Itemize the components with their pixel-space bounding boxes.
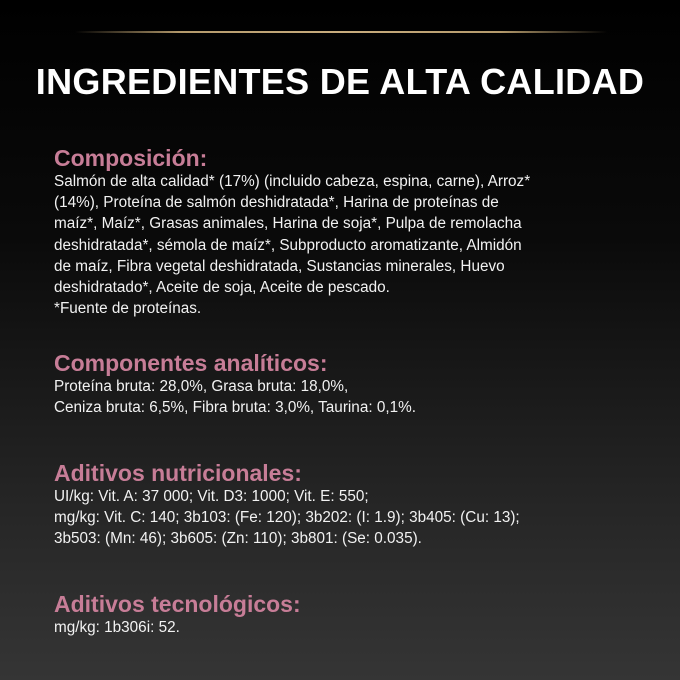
section-body: UI/kg: Vit. A: 37 000; Vit. D3: 1000; Vit. E: 550; mg/kg: Vit. C: 140; 3b103: (Fe: 120); 3b202: (I: 1.9); 3b405: (Cu: 13); 3b503: (Mn: 46); 3b605: (Zn: 110); 3b801: (Se: 0.035). — [54, 488, 520, 548]
top-divider — [75, 31, 607, 33]
section-body: mg/kg: 1b306i: 52. — [54, 619, 180, 636]
section-body: Salmón de alta calidad* (17%) (incluido cabeza, espina, carne), Arroz* (14%), Proteína de salmón deshidratada*, Harina de proteínas de maíz*, Maíz*, Grasas animales, Harina de soja*, Pulpa de remolacha deshidratada*, sémola de maíz*, Subproducto aromatizante, Almidón de maíz, Fibra vegetal deshidratada, Sustancias minerales, Huevo deshidratado*, Aceite de soja, Aceite de pescado. *Fuente de proteínas. — [54, 173, 531, 318]
section-body: Proteína bruta: 28,0%, Grasa bruta: 18,0%, Ceniza bruta: 6,5%, Fibra bruta: 3,0%, Taurina: 0,1%. — [54, 378, 416, 417]
section-aditivos-nutricionales — [54, 460, 654, 550]
section-heading: Aditivos tecnológicos: — [54, 591, 301, 617]
page-title: INGREDIENTES DE ALTA CALIDAD — [35, 61, 645, 102]
section-composicion — [54, 145, 654, 319]
section-componentes-analiticos — [54, 350, 654, 418]
section-aditivos-tecnologicos — [54, 591, 654, 638]
section-heading: Composición: — [54, 145, 208, 171]
section-heading: Aditivos nutricionales: — [54, 460, 302, 486]
section-heading: Componentes analíticos: — [54, 350, 328, 376]
